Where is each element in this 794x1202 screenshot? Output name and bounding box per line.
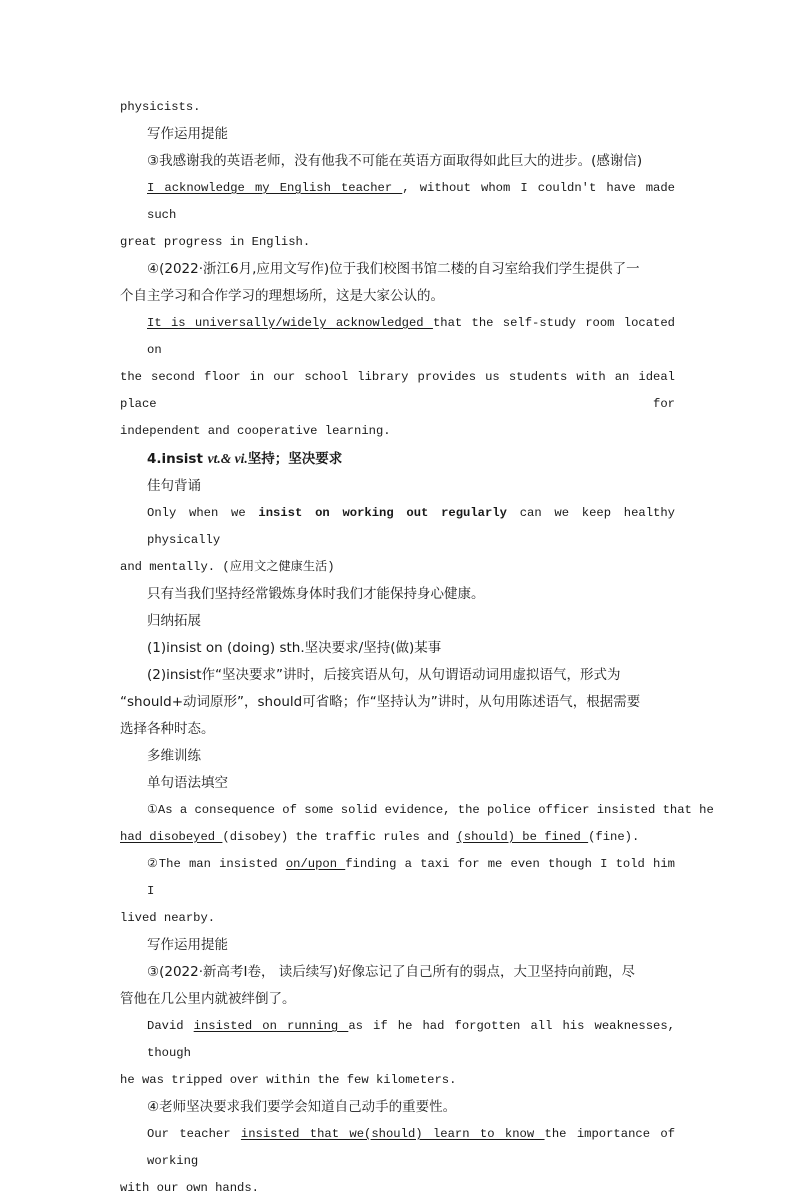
text-span: the importance of working [147, 1127, 676, 1168]
exercise-answer-line [120, 175, 675, 229]
exercise-line [120, 851, 675, 905]
key-phrase: insist on working out regularly [258, 506, 507, 520]
text-span: finding a taxi for me even though I told him I [147, 857, 675, 898]
text-span: David [147, 1019, 194, 1033]
text-line: with our own hands. [120, 1181, 259, 1195]
section-heading: 佳句背诵 [147, 478, 201, 494]
exercise-prompt: 个自主学习和合作学习的理想场所，这是大家公认的。 [120, 288, 444, 304]
exercise-line: ①As a consequence of some solid evidence, the police officer insisted that he [147, 803, 714, 817]
word-entry-heading [120, 445, 675, 473]
text-line: and mentally. (应用文之健康生活) [120, 560, 335, 574]
text-span: as if he had forgotten all his weaknesses, though [147, 1019, 675, 1060]
summary-item: 选择各种时态。 [120, 721, 215, 737]
exercise-answer-line [120, 824, 675, 851]
exercise-prompt: ④老师坚决要求我们要学会知道自己动手的重要性。 [147, 1099, 457, 1115]
answer-blank: on/upon [285, 857, 346, 871]
text-span: Our teacher [147, 1127, 241, 1141]
word-num: 4.insist [147, 451, 208, 467]
text-line: great progress in English. [120, 235, 311, 249]
answer-rest: , without whom I couldn't have made such [147, 181, 675, 222]
answer-blank: It is universally/widely acknowledged [147, 316, 433, 330]
exercise-prompt: ④(2022·浙江6月,应用文写作)位于我们校图书馆二楼的自习室给我们学生提供了一 [147, 261, 640, 277]
exercise-answer-line [120, 310, 675, 364]
translation-line: 只有当我们坚持经常锻炼身体时我们才能保持身心健康。 [147, 586, 485, 602]
summary-item: (2)insist作“坚决要求”讲时，后接宾语从句，从句谓语动词用虚拟语气，形式为 [147, 667, 621, 683]
section-heading: 写作运用提能 [147, 126, 228, 142]
summary-item: “should+动词原形”，should可省略；作“坚持认为”讲时，从句用陈述语气，根据需要 [120, 694, 641, 710]
text-span: (fine). [588, 830, 640, 844]
part-of-speech: vt.& vi. [207, 451, 248, 466]
answer-blank: had disobeyed [120, 830, 223, 844]
exercise-prompt: ③我感谢我的英语老师，没有他我不可能在英语方面取得如此巨大的进步。(感谢信) [147, 153, 643, 169]
text-span: ②The man insisted [147, 857, 286, 871]
text-line: the second floor in our school library provides us students with an ideal place for [120, 370, 675, 411]
section-heading: 单句语法填空 [147, 775, 228, 791]
example-sentence [120, 500, 675, 554]
exercise-prompt: ③(2022·新高考Ⅰ卷， 读后续写)好像忘记了自己所有的弱点，大卫坚持向前跑，尽 [147, 964, 636, 980]
answer-rest: that the self-study room located on [147, 316, 675, 357]
text-span: can we keep healthy physically [147, 506, 675, 547]
section-heading: 归纳拓展 [147, 613, 201, 629]
summary-item: (1)insist on (doing) sth.坚决要求/坚持(做)某事 [147, 640, 442, 656]
answer-blank: I acknowledge my English teacher [147, 181, 403, 195]
exercise-prompt: 管他在几公里内就被绊倒了。 [120, 991, 296, 1007]
text-span: (disobey) the traffic rules and [222, 830, 457, 844]
text-line: independent and cooperative learning. [120, 424, 391, 438]
answer-blank: insisted on running [193, 1019, 349, 1033]
text-line: physicists. [120, 100, 201, 114]
exercise-answer-line [120, 1121, 675, 1175]
text-span: Only when we [147, 506, 259, 520]
section-heading: 写作运用提能 [147, 937, 228, 953]
answer-blank: (should) be fined [456, 830, 589, 844]
document-page [120, 94, 714, 1202]
section-heading: 多维训练 [147, 748, 201, 764]
text-line: he was tripped over within the few kilometers. [120, 1073, 457, 1087]
text-line: lived nearby. [120, 911, 216, 925]
answer-blank: insisted that we(should) learn to know [240, 1127, 545, 1141]
word-meaning: 坚持；坚决要求 [247, 451, 343, 467]
exercise-answer-line [120, 1013, 675, 1067]
